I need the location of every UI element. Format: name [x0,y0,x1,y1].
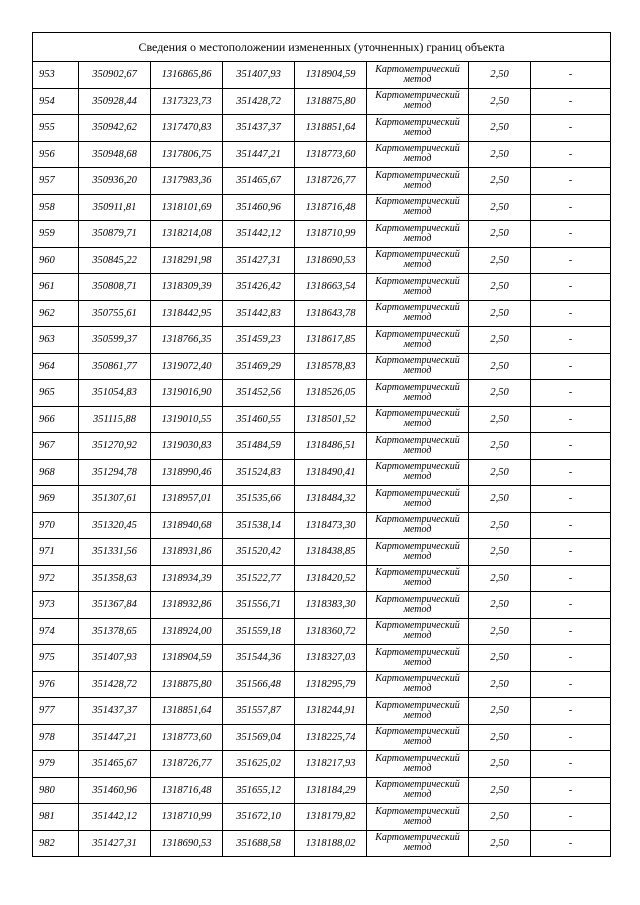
point-number-cell: 961 [33,274,79,301]
x-coordinate-cell: 351331,56 [79,539,151,566]
method-cell: Картометрический метод [367,724,469,751]
y-coordinate-cell: 1316865,86 [151,62,223,89]
accuracy-cell: 2,50 [469,433,531,460]
description-cell: - [531,62,611,89]
point-number-cell: 957 [33,168,79,195]
x-coordinate-cell: 350928,44 [79,88,151,115]
accuracy-cell: 2,50 [469,62,531,89]
x-new-coordinate-cell: 351535,66 [223,486,295,513]
point-number-cell: 970 [33,512,79,539]
x-coordinate-cell: 351270,92 [79,433,151,460]
table-row [33,512,611,539]
y-new-coordinate-cell: 1318617,85 [295,327,367,354]
x-new-coordinate-cell: 351465,67 [223,168,295,195]
accuracy-cell: 2,50 [469,327,531,354]
accuracy-cell: 2,50 [469,380,531,407]
description-cell: - [531,459,611,486]
description-cell: - [531,141,611,168]
table-row [33,777,611,804]
table-row [33,830,611,857]
accuracy-cell: 2,50 [469,539,531,566]
point-number-cell: 962 [33,300,79,327]
accuracy-cell: 2,50 [469,221,531,248]
accuracy-cell: 2,50 [469,274,531,301]
boundary-coordinates-table [32,32,611,857]
description-cell: - [531,671,611,698]
x-new-coordinate-cell: 351484,59 [223,433,295,460]
accuracy-cell: 2,50 [469,777,531,804]
method-cell: Картометрический метод [367,645,469,672]
method-cell: Картометрический метод [367,274,469,301]
table-header-row [33,33,611,62]
y-coordinate-cell: 1318710,99 [151,804,223,831]
accuracy-cell: 2,50 [469,194,531,221]
table-row [33,274,611,301]
accuracy-cell: 2,50 [469,88,531,115]
table-row [33,221,611,248]
y-new-coordinate-cell: 1318690,53 [295,247,367,274]
y-new-coordinate-cell: 1318663,54 [295,274,367,301]
x-new-coordinate-cell: 351459,23 [223,327,295,354]
point-number-cell: 976 [33,671,79,698]
x-new-coordinate-cell: 351427,31 [223,247,295,274]
y-new-coordinate-cell: 1318484,32 [295,486,367,513]
x-coordinate-cell: 351442,12 [79,804,151,831]
description-cell: - [531,88,611,115]
y-coordinate-cell: 1318716,48 [151,777,223,804]
table-row [33,300,611,327]
description-cell: - [531,618,611,645]
accuracy-cell: 2,50 [469,353,531,380]
table-row [33,698,611,725]
point-number-cell: 967 [33,433,79,460]
y-new-coordinate-cell: 1318473,30 [295,512,367,539]
x-new-coordinate-cell: 351522,77 [223,565,295,592]
point-number-cell: 966 [33,406,79,433]
table-row [33,804,611,831]
point-number-cell: 974 [33,618,79,645]
accuracy-cell: 2,50 [469,247,531,274]
x-coordinate-cell: 351447,21 [79,724,151,751]
x-coordinate-cell: 351407,93 [79,645,151,672]
x-coordinate-cell: 350948,68 [79,141,151,168]
description-cell: - [531,274,611,301]
y-new-coordinate-cell: 1318420,52 [295,565,367,592]
method-cell: Картометрический метод [367,300,469,327]
x-new-coordinate-cell: 351452,56 [223,380,295,407]
table-row [33,406,611,433]
x-coordinate-cell: 351115,88 [79,406,151,433]
y-coordinate-cell: 1318773,60 [151,724,223,751]
table-row [33,486,611,513]
y-new-coordinate-cell: 1318179,82 [295,804,367,831]
method-cell: Картометрический метод [367,830,469,857]
y-coordinate-cell: 1319010,55 [151,406,223,433]
y-new-coordinate-cell: 1318578,83 [295,353,367,380]
point-number-cell: 978 [33,724,79,751]
point-number-cell: 958 [33,194,79,221]
y-coordinate-cell: 1319030,83 [151,433,223,460]
method-cell: Картометрический метод [367,433,469,460]
method-cell: Картометрический метод [367,592,469,619]
table-row [33,141,611,168]
y-new-coordinate-cell: 1318383,30 [295,592,367,619]
accuracy-cell: 2,50 [469,671,531,698]
y-coordinate-cell: 1319072,40 [151,353,223,380]
y-new-coordinate-cell: 1318501,52 [295,406,367,433]
table-body [33,33,611,857]
x-coordinate-cell: 351307,61 [79,486,151,513]
method-cell: Картометрический метод [367,512,469,539]
x-new-coordinate-cell: 351442,12 [223,221,295,248]
description-cell: - [531,751,611,778]
accuracy-cell: 2,50 [469,592,531,619]
point-number-cell: 955 [33,115,79,142]
x-new-coordinate-cell: 351407,93 [223,62,295,89]
point-number-cell: 963 [33,327,79,354]
y-new-coordinate-cell: 1318851,64 [295,115,367,142]
description-cell: - [531,698,611,725]
y-new-coordinate-cell: 1318526,05 [295,380,367,407]
method-cell: Картометрический метод [367,698,469,725]
method-cell: Картометрический метод [367,565,469,592]
accuracy-cell: 2,50 [469,830,531,857]
point-number-cell: 960 [33,247,79,274]
description-cell: - [531,512,611,539]
accuracy-cell: 2,50 [469,141,531,168]
table-title: Сведения о местоположении измененных (уточненных) границ объекта [33,33,611,62]
y-coordinate-cell: 1318690,53 [151,830,223,857]
point-number-cell: 971 [33,539,79,566]
table-row [33,168,611,195]
description-cell: - [531,168,611,195]
y-coordinate-cell: 1318931,86 [151,539,223,566]
description-cell: - [531,830,611,857]
y-coordinate-cell: 1319016,90 [151,380,223,407]
point-number-cell: 956 [33,141,79,168]
x-coordinate-cell: 351367,84 [79,592,151,619]
method-cell: Картометрический метод [367,141,469,168]
x-coordinate-cell: 351460,96 [79,777,151,804]
y-coordinate-cell: 1318990,46 [151,459,223,486]
point-number-cell: 979 [33,751,79,778]
y-new-coordinate-cell: 1318217,93 [295,751,367,778]
accuracy-cell: 2,50 [469,804,531,831]
method-cell: Картометрический метод [367,115,469,142]
method-cell: Картометрический метод [367,327,469,354]
x-coordinate-cell: 350599,37 [79,327,151,354]
description-cell: - [531,433,611,460]
y-coordinate-cell: 1318766,35 [151,327,223,354]
x-coordinate-cell: 351465,67 [79,751,151,778]
x-new-coordinate-cell: 351437,37 [223,115,295,142]
x-new-coordinate-cell: 351557,87 [223,698,295,725]
accuracy-cell: 2,50 [469,168,531,195]
y-coordinate-cell: 1318932,86 [151,592,223,619]
x-new-coordinate-cell: 351672,10 [223,804,295,831]
y-coordinate-cell: 1318309,39 [151,274,223,301]
point-number-cell: 973 [33,592,79,619]
y-new-coordinate-cell: 1318875,80 [295,88,367,115]
description-cell: - [531,592,611,619]
y-coordinate-cell: 1318442,95 [151,300,223,327]
y-coordinate-cell: 1318214,08 [151,221,223,248]
description-cell: - [531,380,611,407]
method-cell: Картометрический метод [367,486,469,513]
x-new-coordinate-cell: 351469,29 [223,353,295,380]
point-number-cell: 975 [33,645,79,672]
y-coordinate-cell: 1318904,59 [151,645,223,672]
table-row [33,115,611,142]
y-new-coordinate-cell: 1318225,74 [295,724,367,751]
y-coordinate-cell: 1318101,69 [151,194,223,221]
y-coordinate-cell: 1318291,98 [151,247,223,274]
y-coordinate-cell: 1317323,73 [151,88,223,115]
method-cell: Картометрический метод [367,406,469,433]
x-coordinate-cell: 350845,22 [79,247,151,274]
y-new-coordinate-cell: 1318773,60 [295,141,367,168]
point-number-cell: 968 [33,459,79,486]
point-number-cell: 977 [33,698,79,725]
point-number-cell: 969 [33,486,79,513]
x-new-coordinate-cell: 351688,58 [223,830,295,857]
table-row [33,645,611,672]
y-coordinate-cell: 1318875,80 [151,671,223,698]
description-cell: - [531,539,611,566]
description-cell: - [531,406,611,433]
description-cell: - [531,486,611,513]
x-coordinate-cell: 350861,77 [79,353,151,380]
method-cell: Картометрический метод [367,194,469,221]
x-new-coordinate-cell: 351460,55 [223,406,295,433]
x-coordinate-cell: 351294,78 [79,459,151,486]
point-number-cell: 972 [33,565,79,592]
x-new-coordinate-cell: 351569,04 [223,724,295,751]
accuracy-cell: 2,50 [469,698,531,725]
point-number-cell: 981 [33,804,79,831]
x-coordinate-cell: 350902,67 [79,62,151,89]
x-new-coordinate-cell: 351447,21 [223,141,295,168]
description-cell: - [531,221,611,248]
description-cell: - [531,353,611,380]
description-cell: - [531,804,611,831]
point-number-cell: 953 [33,62,79,89]
y-coordinate-cell: 1318726,77 [151,751,223,778]
y-new-coordinate-cell: 1318184,29 [295,777,367,804]
method-cell: Картометрический метод [367,221,469,248]
table-row [33,539,611,566]
method-cell: Картометрический метод [367,88,469,115]
accuracy-cell: 2,50 [469,751,531,778]
table-row [33,459,611,486]
y-coordinate-cell: 1318934,39 [151,565,223,592]
description-cell: - [531,724,611,751]
x-coordinate-cell: 350808,71 [79,274,151,301]
y-new-coordinate-cell: 1318295,79 [295,671,367,698]
point-number-cell: 965 [33,380,79,407]
table-row [33,751,611,778]
description-cell: - [531,194,611,221]
x-new-coordinate-cell: 351559,18 [223,618,295,645]
description-cell: - [531,300,611,327]
y-new-coordinate-cell: 1318486,51 [295,433,367,460]
description-cell: - [531,115,611,142]
y-new-coordinate-cell: 1318710,99 [295,221,367,248]
method-cell: Картометрический метод [367,459,469,486]
table-row [33,433,611,460]
x-coordinate-cell: 350879,71 [79,221,151,248]
accuracy-cell: 2,50 [469,459,531,486]
table-row [33,592,611,619]
x-new-coordinate-cell: 351625,02 [223,751,295,778]
table-row [33,618,611,645]
x-coordinate-cell: 351427,31 [79,830,151,857]
y-coordinate-cell: 1318957,01 [151,486,223,513]
table-row [33,724,611,751]
point-number-cell: 964 [33,353,79,380]
method-cell: Картометрический метод [367,804,469,831]
x-coordinate-cell: 350942,62 [79,115,151,142]
accuracy-cell: 2,50 [469,618,531,645]
accuracy-cell: 2,50 [469,406,531,433]
y-new-coordinate-cell: 1318726,77 [295,168,367,195]
y-coordinate-cell: 1317983,36 [151,168,223,195]
x-new-coordinate-cell: 351428,72 [223,88,295,115]
x-new-coordinate-cell: 351520,42 [223,539,295,566]
x-new-coordinate-cell: 351524,83 [223,459,295,486]
accuracy-cell: 2,50 [469,300,531,327]
y-new-coordinate-cell: 1318360,72 [295,618,367,645]
point-number-cell: 982 [33,830,79,857]
y-new-coordinate-cell: 1318188,02 [295,830,367,857]
x-coordinate-cell: 351437,37 [79,698,151,725]
table-row [33,247,611,274]
method-cell: Картометрический метод [367,751,469,778]
method-cell: Картометрический метод [367,247,469,274]
accuracy-cell: 2,50 [469,512,531,539]
point-number-cell: 959 [33,221,79,248]
accuracy-cell: 2,50 [469,565,531,592]
table-row [33,88,611,115]
y-coordinate-cell: 1317470,83 [151,115,223,142]
method-cell: Картометрический метод [367,353,469,380]
method-cell: Картометрический метод [367,62,469,89]
x-coordinate-cell: 350936,20 [79,168,151,195]
y-new-coordinate-cell: 1318716,48 [295,194,367,221]
accuracy-cell: 2,50 [469,724,531,751]
x-new-coordinate-cell: 351426,42 [223,274,295,301]
description-cell: - [531,777,611,804]
point-number-cell: 954 [33,88,79,115]
table-row [33,353,611,380]
x-coordinate-cell: 351358,63 [79,565,151,592]
x-new-coordinate-cell: 351538,14 [223,512,295,539]
table-row [33,380,611,407]
x-coordinate-cell: 351378,65 [79,618,151,645]
y-new-coordinate-cell: 1318490,41 [295,459,367,486]
description-cell: - [531,645,611,672]
table-row [33,194,611,221]
x-new-coordinate-cell: 351544,36 [223,645,295,672]
y-coordinate-cell: 1318851,64 [151,698,223,725]
description-cell: - [531,565,611,592]
x-coordinate-cell: 351054,83 [79,380,151,407]
x-new-coordinate-cell: 351442,83 [223,300,295,327]
x-new-coordinate-cell: 351556,71 [223,592,295,619]
x-coordinate-cell: 351428,72 [79,671,151,698]
y-new-coordinate-cell: 1318327,03 [295,645,367,672]
accuracy-cell: 2,50 [469,486,531,513]
y-new-coordinate-cell: 1318438,85 [295,539,367,566]
method-cell: Картометрический метод [367,539,469,566]
description-cell: - [531,327,611,354]
description-cell: - [531,247,611,274]
y-new-coordinate-cell: 1318244,91 [295,698,367,725]
y-new-coordinate-cell: 1318904,59 [295,62,367,89]
x-coordinate-cell: 350911,81 [79,194,151,221]
x-new-coordinate-cell: 351566,48 [223,671,295,698]
method-cell: Картометрический метод [367,777,469,804]
y-coordinate-cell: 1317806,75 [151,141,223,168]
table-row [33,565,611,592]
table-row [33,62,611,89]
y-new-coordinate-cell: 1318643,78 [295,300,367,327]
y-coordinate-cell: 1318940,68 [151,512,223,539]
x-new-coordinate-cell: 351655,12 [223,777,295,804]
accuracy-cell: 2,50 [469,645,531,672]
point-number-cell: 980 [33,777,79,804]
method-cell: Картометрический метод [367,168,469,195]
x-coordinate-cell: 350755,61 [79,300,151,327]
method-cell: Картометрический метод [367,380,469,407]
table-row [33,671,611,698]
method-cell: Картометрический метод [367,618,469,645]
table-row [33,327,611,354]
x-new-coordinate-cell: 351460,96 [223,194,295,221]
method-cell: Картометрический метод [367,671,469,698]
accuracy-cell: 2,50 [469,115,531,142]
y-coordinate-cell: 1318924,00 [151,618,223,645]
x-coordinate-cell: 351320,45 [79,512,151,539]
